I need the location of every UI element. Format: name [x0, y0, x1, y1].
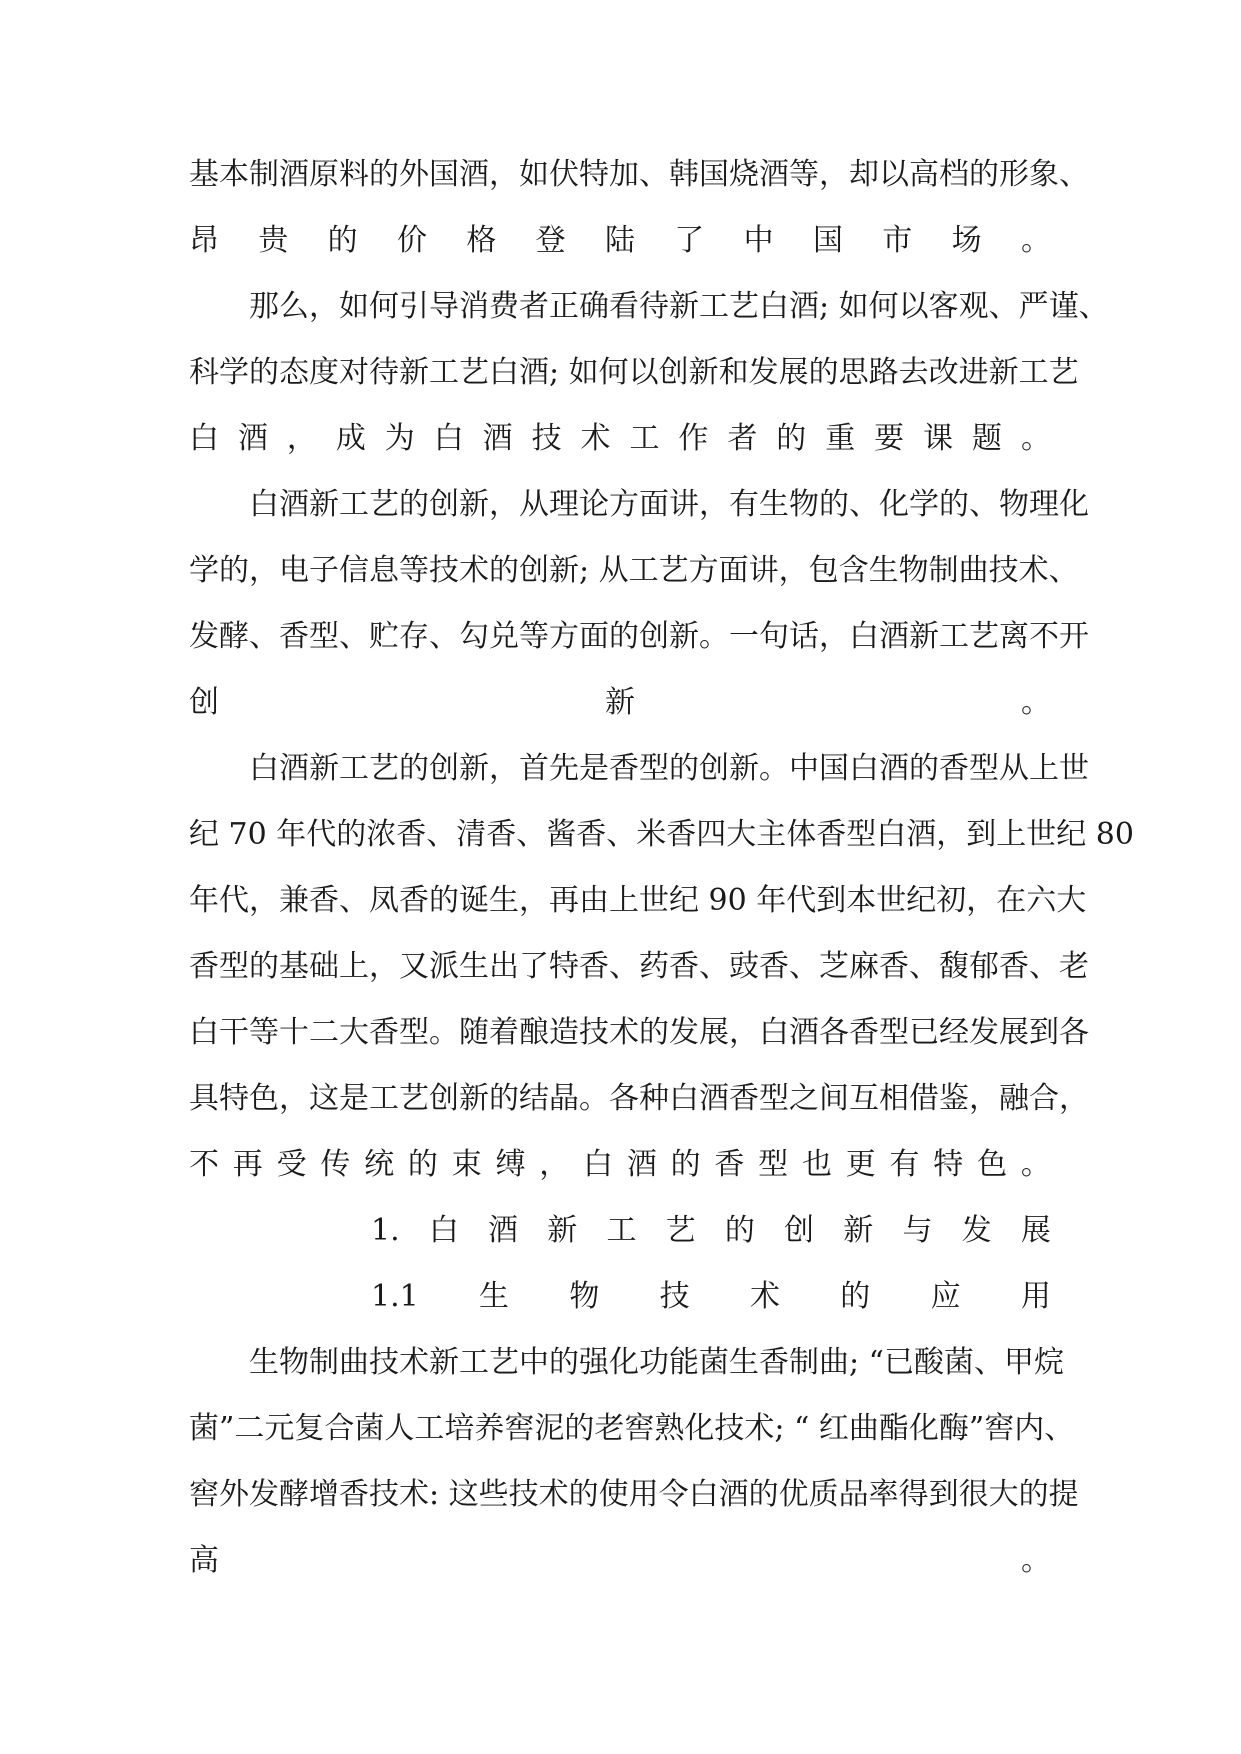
text-glyph: 重 — [825, 421, 856, 456]
text-glyph: 陆 — [604, 223, 635, 258]
text-glyph: 白 — [433, 421, 464, 456]
text-glyph: 昂 — [189, 223, 219, 258]
text-glyph: 价 — [396, 223, 427, 258]
text-glyph: 受 — [276, 1147, 307, 1182]
text-glyph: 市 — [882, 223, 913, 258]
text-glyph: 色 — [977, 1147, 1008, 1182]
text-glyph: 。 — [1020, 421, 1051, 456]
justified-line — [189, 406, 1051, 472]
section-heading — [189, 1198, 1051, 1264]
text-glyph: 新 — [547, 1213, 578, 1248]
text-line: 菌”二元复合菌人工培养窖泥的老窖熟化技术; “ 红曲酯化酶”窖内、 — [189, 1411, 1075, 1446]
text-glyph: 传 — [320, 1147, 351, 1182]
text-glyph: 更 — [845, 1147, 876, 1182]
text-line: 纪 70 年代的浓香、清香、酱香、米香四大主体香型白酒，到上世纪 80 — [189, 817, 1134, 852]
text-glyph: 特 — [933, 1147, 964, 1182]
justified-line — [189, 1528, 1051, 1594]
text-glyph: 场 — [951, 223, 982, 258]
text-glyph: 再 — [232, 1147, 263, 1182]
text-glyph: 的 — [840, 1279, 871, 1314]
text-line: 生物制曲技术新工艺中的强化功能菌生香制曲; “已酸菌、甲烷 — [249, 1345, 1064, 1380]
text-glyph: 。 — [1020, 1147, 1051, 1182]
text-glyph: 缚 — [495, 1147, 526, 1182]
text-glyph: 发 — [961, 1213, 992, 1248]
text-glyph: 的 — [776, 421, 807, 456]
text-glyph: 不 — [189, 1147, 219, 1182]
text-glyph: 创 — [784, 1213, 815, 1248]
text-glyph: 国 — [812, 223, 843, 258]
text-glyph: 也 — [801, 1147, 832, 1182]
text-glyph: 生 — [479, 1279, 510, 1314]
text-glyph: 者 — [727, 421, 758, 456]
text-line: 科学的态度对待新工艺白酒; 如何以创新和发展的思路去改进新工艺 — [189, 355, 1079, 390]
text-glyph: 与 — [902, 1213, 933, 1248]
text-line: 年代，兼香、凤香的诞生，再由上世纪 90 年代到本世纪初，在六大 — [189, 883, 1087, 918]
text-glyph: 酒 — [237, 421, 268, 456]
text-glyph: 用 — [1020, 1279, 1051, 1314]
text-glyph: ， — [286, 421, 317, 456]
text-glyph: 高 — [189, 1543, 219, 1578]
text-glyph: 成 — [335, 421, 366, 456]
text-line: 具特色，这是工艺创新的结晶。各种白酒香型之间互相借鉴，融合， — [189, 1081, 1089, 1116]
text-glyph: 。 — [1021, 685, 1051, 720]
text-glyph: 酒 — [488, 1213, 519, 1248]
text-glyph: 的 — [327, 223, 358, 258]
text-glyph: 型 — [758, 1147, 789, 1182]
text-glyph: 技 — [659, 1279, 690, 1314]
text-glyph: 香 — [714, 1147, 745, 1182]
text-glyph: 登 — [535, 223, 566, 258]
text-glyph: ， — [539, 1147, 570, 1182]
text-glyph: 物 — [569, 1279, 600, 1314]
text-glyph: 中 — [743, 223, 774, 258]
text-glyph: 白 — [189, 421, 219, 456]
text-glyph: 有 — [889, 1147, 920, 1182]
text-glyph: 创 — [189, 685, 219, 720]
text-glyph: 格 — [466, 223, 497, 258]
text-glyph: 酒 — [626, 1147, 657, 1182]
text-glyph: 的 — [407, 1147, 438, 1182]
text-glyph: 为 — [384, 421, 415, 456]
text-glyph: 的 — [670, 1147, 701, 1182]
text-glyph: 艺 — [665, 1213, 696, 1248]
text-glyph: 了 — [674, 223, 705, 258]
text-glyph: 工 — [629, 421, 660, 456]
text-glyph: 束 — [451, 1147, 482, 1182]
text-glyph: 统 — [364, 1147, 395, 1182]
text-line: 基本制酒原料的外国酒，如伏特加、韩国烧酒等，却以高档的形象、 — [189, 157, 1089, 192]
text-glyph: 术 — [580, 421, 611, 456]
text-glyph: 工 — [606, 1213, 637, 1248]
text-glyph: 。 — [1020, 223, 1051, 258]
text-glyph: 展 — [1020, 1213, 1051, 1248]
text-line: 白酒新工艺的创新，首先是香型的创新。中国白酒的香型从上世 — [249, 751, 1089, 786]
text-line: 学的，电子信息等技术的创新; 从工艺方面讲，包含生物制曲技术、 — [189, 553, 1079, 588]
text-line: 香型的基础上，又派生出了特香、药香、豉香、芝麻香、馥郁香、老 — [189, 949, 1089, 984]
justified-line — [189, 1132, 1051, 1198]
text-glyph: 1. — [371, 1213, 400, 1248]
justified-line — [189, 670, 1051, 736]
text-glyph: 题 — [972, 421, 1002, 456]
text-line: 窖外发酵增香技术: 这些技术的使用令白酒的优质品率得到很大的提 — [189, 1477, 1079, 1512]
text-line: 白干等十二大香型。随着酿造技术的发展，白酒各香型已经发展到各 — [189, 1015, 1089, 1050]
text-glyph: 白 — [583, 1147, 614, 1182]
text-glyph: 应 — [930, 1279, 961, 1314]
text-glyph: 要 — [874, 421, 905, 456]
document-body — [189, 142, 1134, 1594]
text-glyph: 术 — [749, 1279, 780, 1314]
text-glyph: 课 — [923, 421, 954, 456]
text-glyph: 新 — [843, 1213, 874, 1248]
text-glyph: 新 — [605, 685, 635, 720]
text-line: 发酵、香型、贮存、勾兑等方面的创新。一句话，白酒新工艺离不开 — [189, 619, 1089, 654]
text-line: 那么，如何引导消费者正确看待新工艺白酒; 如何以客观、严谨、 — [249, 289, 1109, 324]
text-glyph: 。 — [1021, 1543, 1051, 1578]
text-glyph: 1.1 — [371, 1279, 419, 1314]
subsection-heading — [189, 1264, 1051, 1330]
text-glyph: 贵 — [258, 223, 289, 258]
text-glyph: 酒 — [482, 421, 513, 456]
text-glyph: 白 — [428, 1213, 459, 1248]
justified-line — [189, 208, 1051, 274]
text-line: 白酒新工艺的创新，从理论方面讲，有生物的、化学的、物理化 — [249, 487, 1089, 522]
text-glyph: 作 — [678, 421, 709, 456]
text-glyph: 的 — [724, 1213, 755, 1248]
text-glyph: 技 — [531, 421, 562, 456]
